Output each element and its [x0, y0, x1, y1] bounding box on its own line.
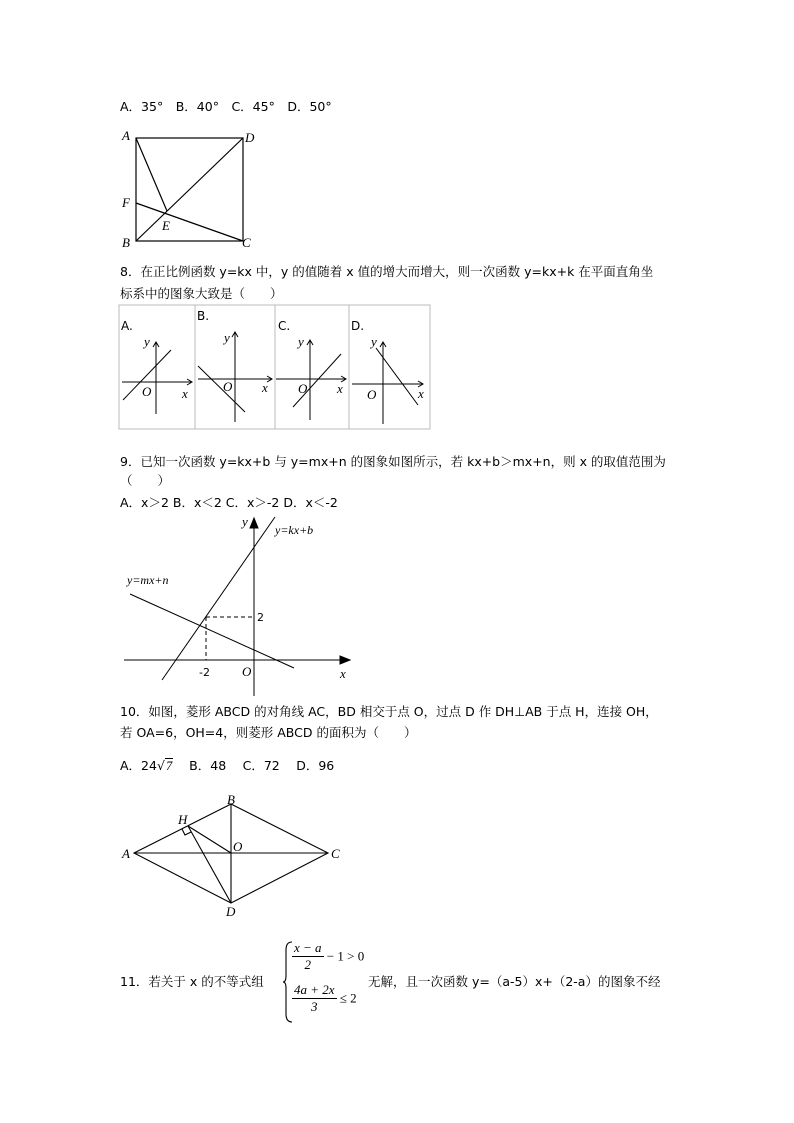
q11-prefix: 11．若关于 x 的不等式组 [120, 974, 264, 989]
q8-stem-line2: 标系中的图象大致是（ ） [120, 286, 283, 301]
panel-b-x: x [262, 380, 268, 395]
panel-c-o: O [298, 381, 308, 396]
x-axis-arrow [340, 656, 350, 664]
q8-option-panels [118, 304, 432, 430]
panel-b-o: O [223, 379, 233, 394]
panel-a-label: A. [121, 319, 133, 333]
q11-inequality-system [282, 940, 372, 1025]
q9-stem-line2: （ ） [120, 473, 171, 488]
q10-stem-line2: 若 OA=6，OH=4，则菱形 ABCD 的面积为（ ） [120, 725, 417, 740]
label-c: C [331, 846, 340, 861]
panel-d-y: y [371, 334, 377, 349]
label-b: B [122, 235, 130, 250]
ineq1-numerator: x − a [294, 940, 322, 955]
q7-options: A．35° B．40° C．45° D．50° [120, 99, 332, 114]
panel-b[interactable] [197, 309, 272, 422]
tick-y-2: 2 [257, 611, 264, 624]
segment-ae [136, 138, 167, 211]
label-a: A [122, 846, 130, 861]
q10-option-a-prefix: A．24 [120, 758, 157, 773]
y-axis-arrow [250, 518, 258, 528]
panel-d[interactable] [351, 319, 424, 424]
q10-options [120, 757, 334, 775]
diagonal-bd [136, 138, 243, 241]
tick-x-neg2: -2 [199, 666, 210, 679]
graph-origin: O [242, 664, 252, 679]
graph-y-label: y [242, 514, 248, 529]
line-kx-b [162, 517, 275, 680]
label-c: C [242, 235, 251, 250]
label-d: D [226, 904, 236, 919]
panel-c[interactable] [276, 319, 346, 420]
panel-d-o: O [367, 387, 377, 402]
panel-a-y: y [144, 334, 150, 349]
panel-c-label: C. [278, 319, 291, 333]
label-d: D [245, 130, 255, 145]
panel-a-x: x [182, 386, 188, 401]
q10-options-rest: B．48 C．72 D．96 [189, 758, 335, 773]
inequality-1 [292, 940, 364, 973]
panel-d-x: x [418, 386, 424, 401]
segment-fc [136, 203, 243, 241]
label-e: E [162, 218, 170, 233]
ineq2-numerator: 4a + 2x [294, 982, 335, 997]
q7-square-figure [118, 126, 263, 251]
segment-oh [188, 826, 231, 853]
ineq2-denominator: 3 [311, 999, 318, 1014]
panel-a-o: O [142, 384, 152, 399]
label-kx-b: y=kx+b [275, 523, 314, 537]
line-mx-n [130, 594, 294, 668]
panel-a[interactable] [121, 319, 192, 414]
q9-stem-line1: 9．已知一次函数 y=kx+b 与 y=mx+n 的图象如图所示，若 kx+b＞mx+n，则 x 的取值范围为 [120, 454, 666, 469]
label-h: H [178, 812, 188, 827]
panel-b-y: y [224, 330, 230, 345]
label-b: B [227, 792, 235, 807]
q9-graph [118, 510, 358, 700]
label-a: A [122, 128, 130, 143]
label-mx-n: y=mx+n [127, 573, 169, 587]
panel-b-label: B. [197, 309, 210, 323]
inequality-2 [292, 982, 357, 1015]
q9-options: A．x＞2 B．x＜2 C．x＞-2 D．x＜-2 [120, 495, 338, 510]
ineq2-rest: ≤ 2 [339, 990, 357, 1006]
label-f: F [122, 195, 130, 210]
q11-suffix: 无解，且一次函数 y=（a-5）x+（2-a）的图象不经 [368, 974, 661, 989]
panel-d-label: D. [351, 319, 365, 333]
ineq1-denominator: 2 [304, 957, 312, 972]
sqrt-radicand: 7 [165, 759, 173, 773]
sqrt-symbol: √7 [156, 758, 173, 773]
graph-x-label: x [340, 666, 346, 681]
panel-c-x: x [337, 381, 343, 396]
q10-stem-line1: 10．如图，菱形 ABCD 的对角线 AC，BD 相交于点 O，过点 D 作 DH⊥AB 于点 H，连接 OH， [120, 704, 658, 719]
label-o: O [233, 839, 243, 854]
q8-stem-line1: 8．在正比例函数 y=kx 中，y 的值随着 x 值的增大而增大，则一次函数 y=kx+k 在平面直角坐 [120, 264, 654, 279]
q10-rhombus-figure [118, 790, 358, 920]
ineq1-rest: − 1 > 0 [326, 948, 365, 964]
panel-c-y: y [298, 334, 304, 349]
